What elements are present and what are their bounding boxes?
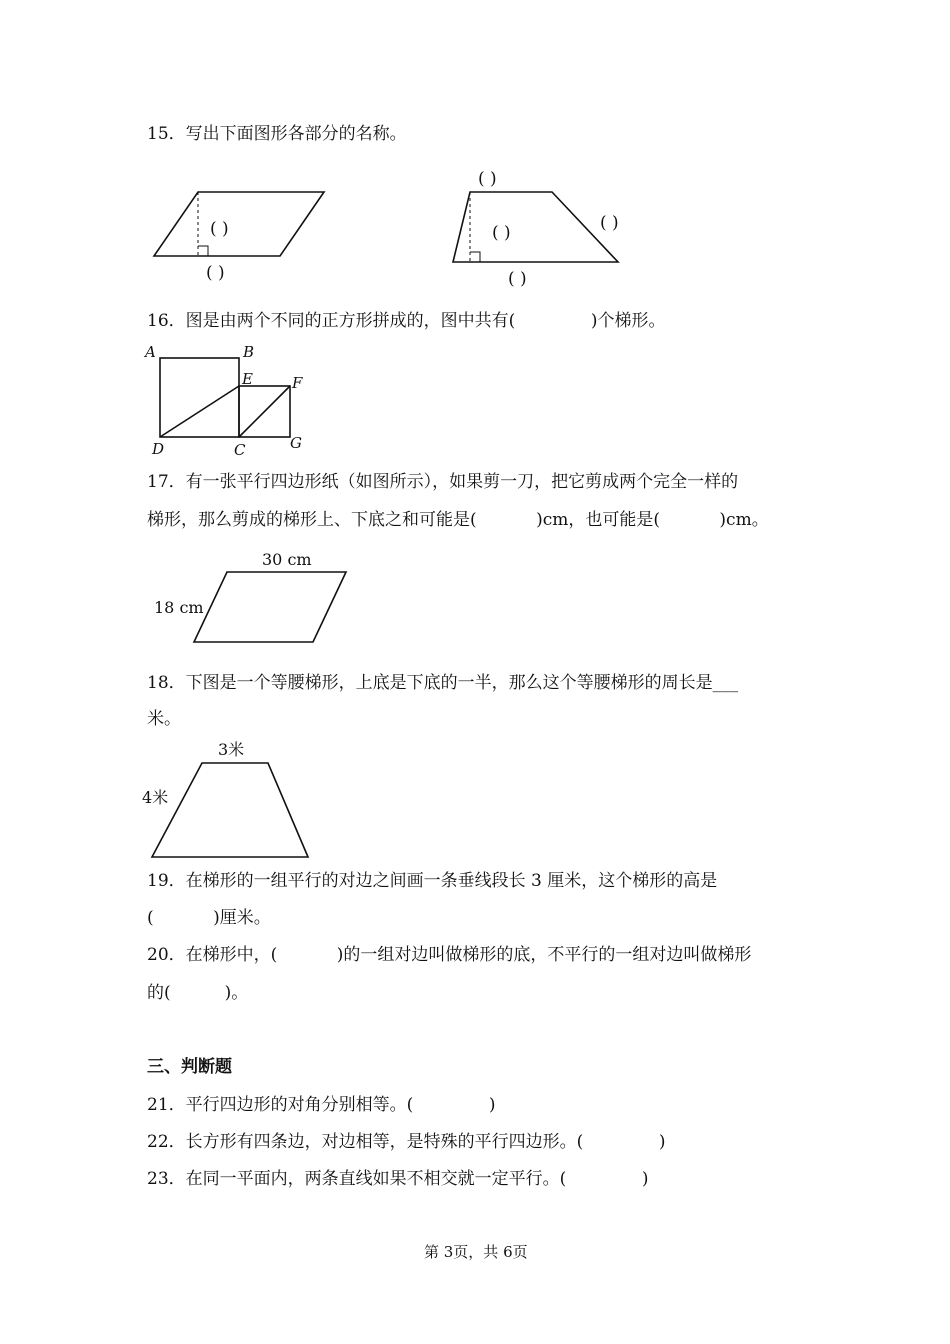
label-c: C xyxy=(234,441,246,459)
q15-blank-base: ( ) xyxy=(206,263,225,283)
q20-line1: 20．在梯形中，( )的一组对边叫做梯形的底，不平行的一组对边叫做梯形 xyxy=(147,945,752,965)
q15-text: 15．写出下面图形各部分的名称。 xyxy=(147,124,407,144)
section3-title: 三、判断题 xyxy=(147,1057,232,1077)
label-18cm: 18 cm xyxy=(154,598,204,617)
isosceles-trapezoid xyxy=(152,763,308,857)
paper-parallelogram xyxy=(194,572,346,642)
label-b: B xyxy=(243,343,255,361)
q15-blank-height: ( ) xyxy=(492,223,511,243)
label-f: F xyxy=(292,374,303,392)
q18-trapezoid-figure xyxy=(140,735,320,865)
q17-line2: 梯形，那么剪成的梯形上、下底之和可能是( )cm，也可能是( )cm。 xyxy=(147,510,769,530)
q18-line1: 18．下图是一个等腰梯形，上底是下底的一半，那么这个等腰梯形的周长是___ xyxy=(147,673,739,693)
q17-line1: 17．有一张平行四边形纸（如图所示），如果剪一刀，把它剪成两个完全一样的 xyxy=(147,472,739,492)
q22-text: 22．长方形有四条边，对边相等，是特殊的平行四边形。( ) xyxy=(147,1132,666,1152)
q19-line2: ( )厘米。 xyxy=(147,908,271,928)
page-footer: 第 3页，共 6页 xyxy=(424,1243,528,1261)
label-a: A xyxy=(145,343,156,361)
big-square xyxy=(160,358,239,437)
diagonal-cf xyxy=(239,386,290,437)
diagonal-de xyxy=(160,386,239,437)
q20-line2: 的( )。 xyxy=(147,983,249,1003)
q18-line2: 米。 xyxy=(147,709,181,729)
q19-line1: 19．在梯形的一组平行的对边之间画一条垂线段长 3 厘米，这个梯形的高是 xyxy=(147,871,718,891)
label-30cm: 30 cm xyxy=(262,550,312,569)
q15-blank-bottom-base: ( ) xyxy=(508,269,527,289)
parallelogram-shape xyxy=(154,192,324,256)
label-e: E xyxy=(242,370,253,388)
label-g: G xyxy=(290,434,302,452)
q15-blank-leg: ( ) xyxy=(600,213,619,233)
q21-text: 21．平行四边形的对角分别相等。( ) xyxy=(147,1095,496,1115)
q16-squares-figure xyxy=(140,340,320,460)
q17-parallelogram-figure xyxy=(150,545,360,650)
q15-blank-height: ( ) xyxy=(210,219,229,239)
q23-text: 23．在同一平面内，两条直线如果不相交就一定平行。( ) xyxy=(147,1169,649,1189)
right-angle-mark xyxy=(198,246,208,256)
label-4m: 4米 xyxy=(142,788,169,807)
q15-parallelogram-figure xyxy=(140,180,300,290)
q15-trapezoid-figure xyxy=(440,160,680,290)
label-d: D xyxy=(152,440,165,458)
right-angle-mark xyxy=(470,252,480,262)
q15-blank-top-base: ( ) xyxy=(478,169,497,189)
label-3m: 3米 xyxy=(218,740,245,759)
q16-text: 16．图是由两个不同的正方形拼成的，图中共有( )个梯形。 xyxy=(147,311,666,331)
